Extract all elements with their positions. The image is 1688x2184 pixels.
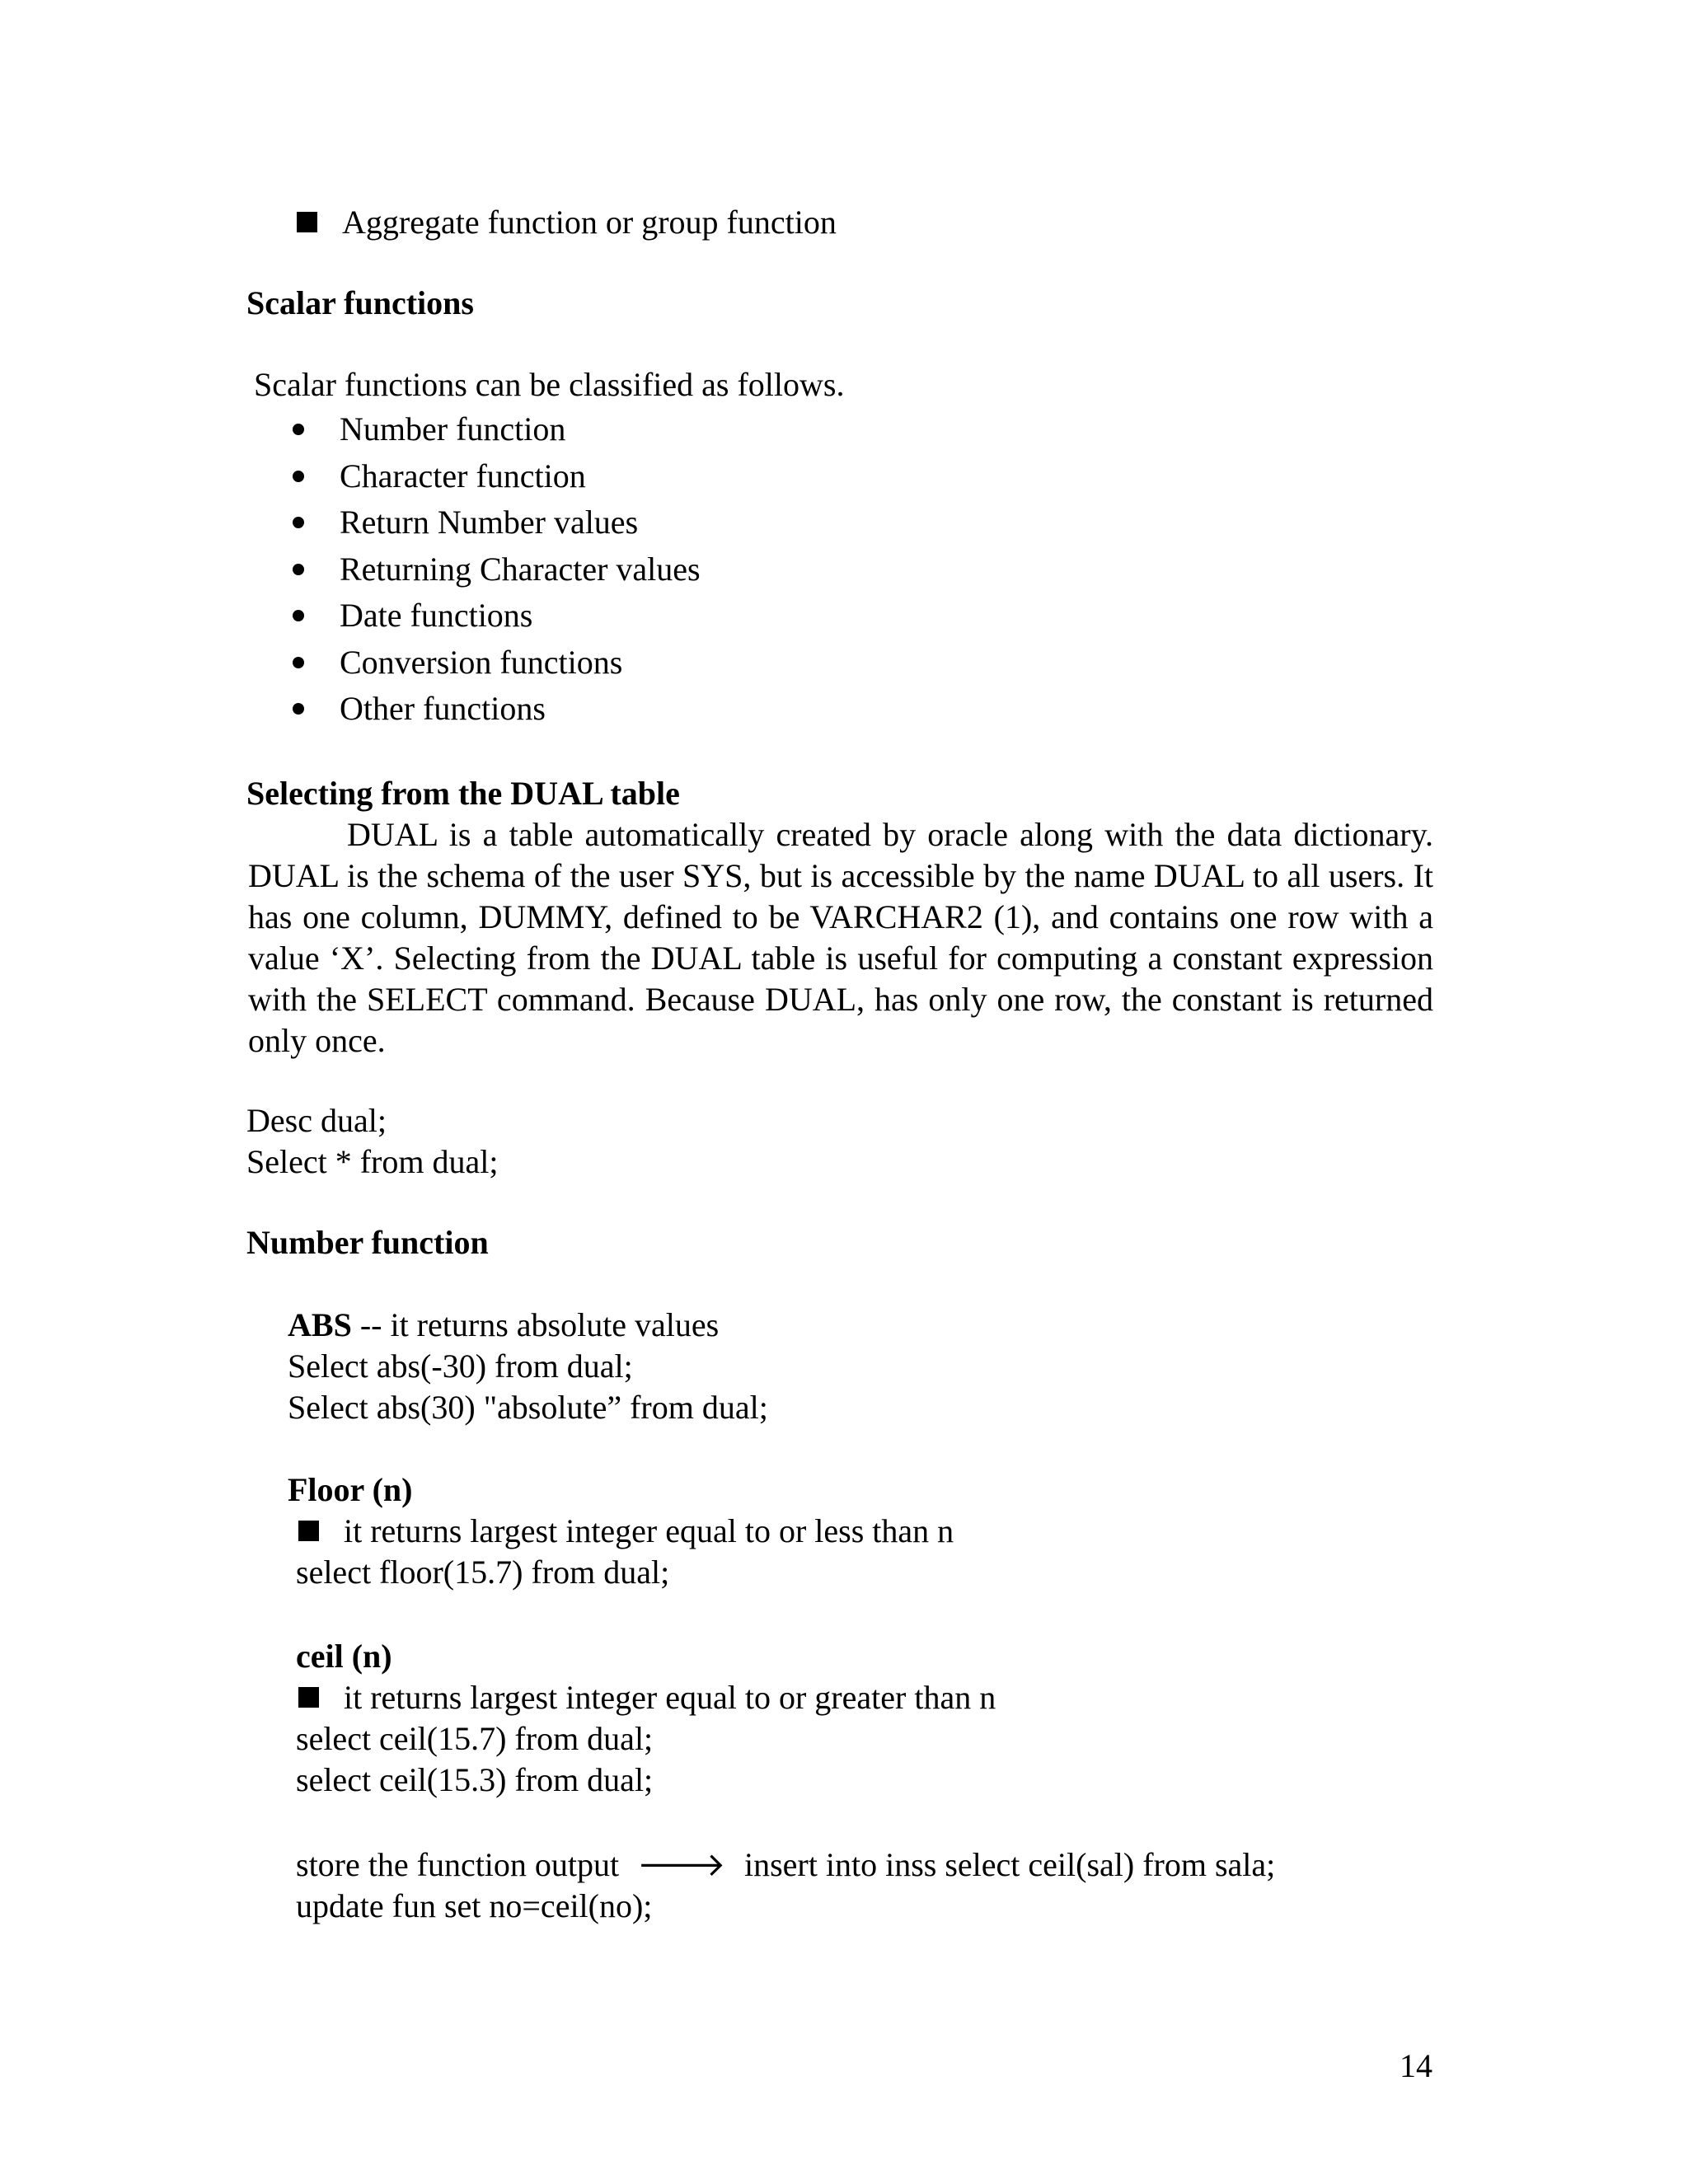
abs-description-line xyxy=(288,1305,719,1346)
page-number: 14 xyxy=(1400,2047,1432,2084)
floor-heading: Floor (n) xyxy=(288,1471,413,1508)
number-function-heading: Number function xyxy=(246,1224,489,1261)
bullet-dot-icon xyxy=(293,703,304,715)
abs-description: -- it returns absolute values xyxy=(351,1306,720,1343)
list-item: Other functions xyxy=(288,686,701,733)
scalar-functions-intro: Scalar functions can be classified as follows. xyxy=(254,366,845,403)
floor-bullet-text: it returns largest integer equal to or less than n xyxy=(344,1512,954,1549)
store-output-statement: insert into inss select ceil(sal) from sala; xyxy=(744,1846,1276,1883)
abs-code-line-2: Select abs(30) "absolute” from dual; xyxy=(288,1389,768,1426)
bullet-dot-icon xyxy=(293,657,304,668)
code-line-select-dual: Select * from dual; xyxy=(246,1143,499,1180)
list-item: Date functions xyxy=(288,593,701,640)
list-item: Returning Character values xyxy=(288,546,701,593)
dual-table-paragraph: DUAL is a table automatically created by oracle along with the data dictionary. DUAL is the schema of the user SYS, but is accessible by the name DUAL to all users. It has one column, DUMMY, defined to be VARCHAR2 (1), and contains one row with a value ‘X’. Selecting from the DUAL table is useful for computing a constant expression with the SELECT command. Because DUAL, has only one row, the constant is returned only once. xyxy=(248,816,1433,1059)
ceil-code-line-1: select ceil(15.7) from dual; xyxy=(296,1720,654,1757)
square-bullet-icon xyxy=(298,1521,319,1541)
bullet-dot-icon xyxy=(293,610,304,621)
scalar-functions-heading: Scalar functions xyxy=(246,284,474,321)
update-statement-line: update fun set no=ceil(no); xyxy=(296,1887,653,1924)
floor-bullet-item xyxy=(298,1511,954,1552)
bullet-dot-icon xyxy=(293,517,304,528)
list-item: Character function xyxy=(288,453,701,500)
ceil-code-line-2: select ceil(15.3) from dual; xyxy=(296,1761,654,1798)
square-bullet-icon xyxy=(297,212,317,232)
ceil-bullet-text: it returns largest integer equal to or greater than n xyxy=(344,1679,996,1716)
aggregate-function-item xyxy=(297,202,837,243)
list-item: Number function xyxy=(288,406,701,453)
bullet-dot-icon xyxy=(293,471,304,482)
abs-label: ABS xyxy=(288,1306,352,1343)
ceil-heading: ceil (n) xyxy=(296,1638,392,1675)
list-item: Conversion functions xyxy=(288,640,701,687)
list-item: Return Number values xyxy=(288,499,701,546)
scalar-functions-list xyxy=(288,406,701,733)
right-arrow-icon: 🡒 xyxy=(637,1846,726,1883)
store-output-label: store the function output xyxy=(296,1846,620,1883)
aggregate-function-text: Aggregate function or group function xyxy=(342,204,837,241)
code-line-desc-dual: Desc dual; xyxy=(246,1102,387,1139)
bullet-dot-icon xyxy=(293,564,304,575)
square-bullet-icon xyxy=(298,1687,319,1708)
floor-code-line: select floor(15.7) from dual; xyxy=(296,1554,670,1591)
abs-code-line-1: Select abs(-30) from dual; xyxy=(288,1347,633,1385)
ceil-bullet-item xyxy=(298,1677,996,1718)
bullet-dot-icon xyxy=(293,424,304,435)
dual-table-heading: Selecting from the DUAL table xyxy=(246,775,680,812)
store-output-line xyxy=(296,1844,725,1886)
